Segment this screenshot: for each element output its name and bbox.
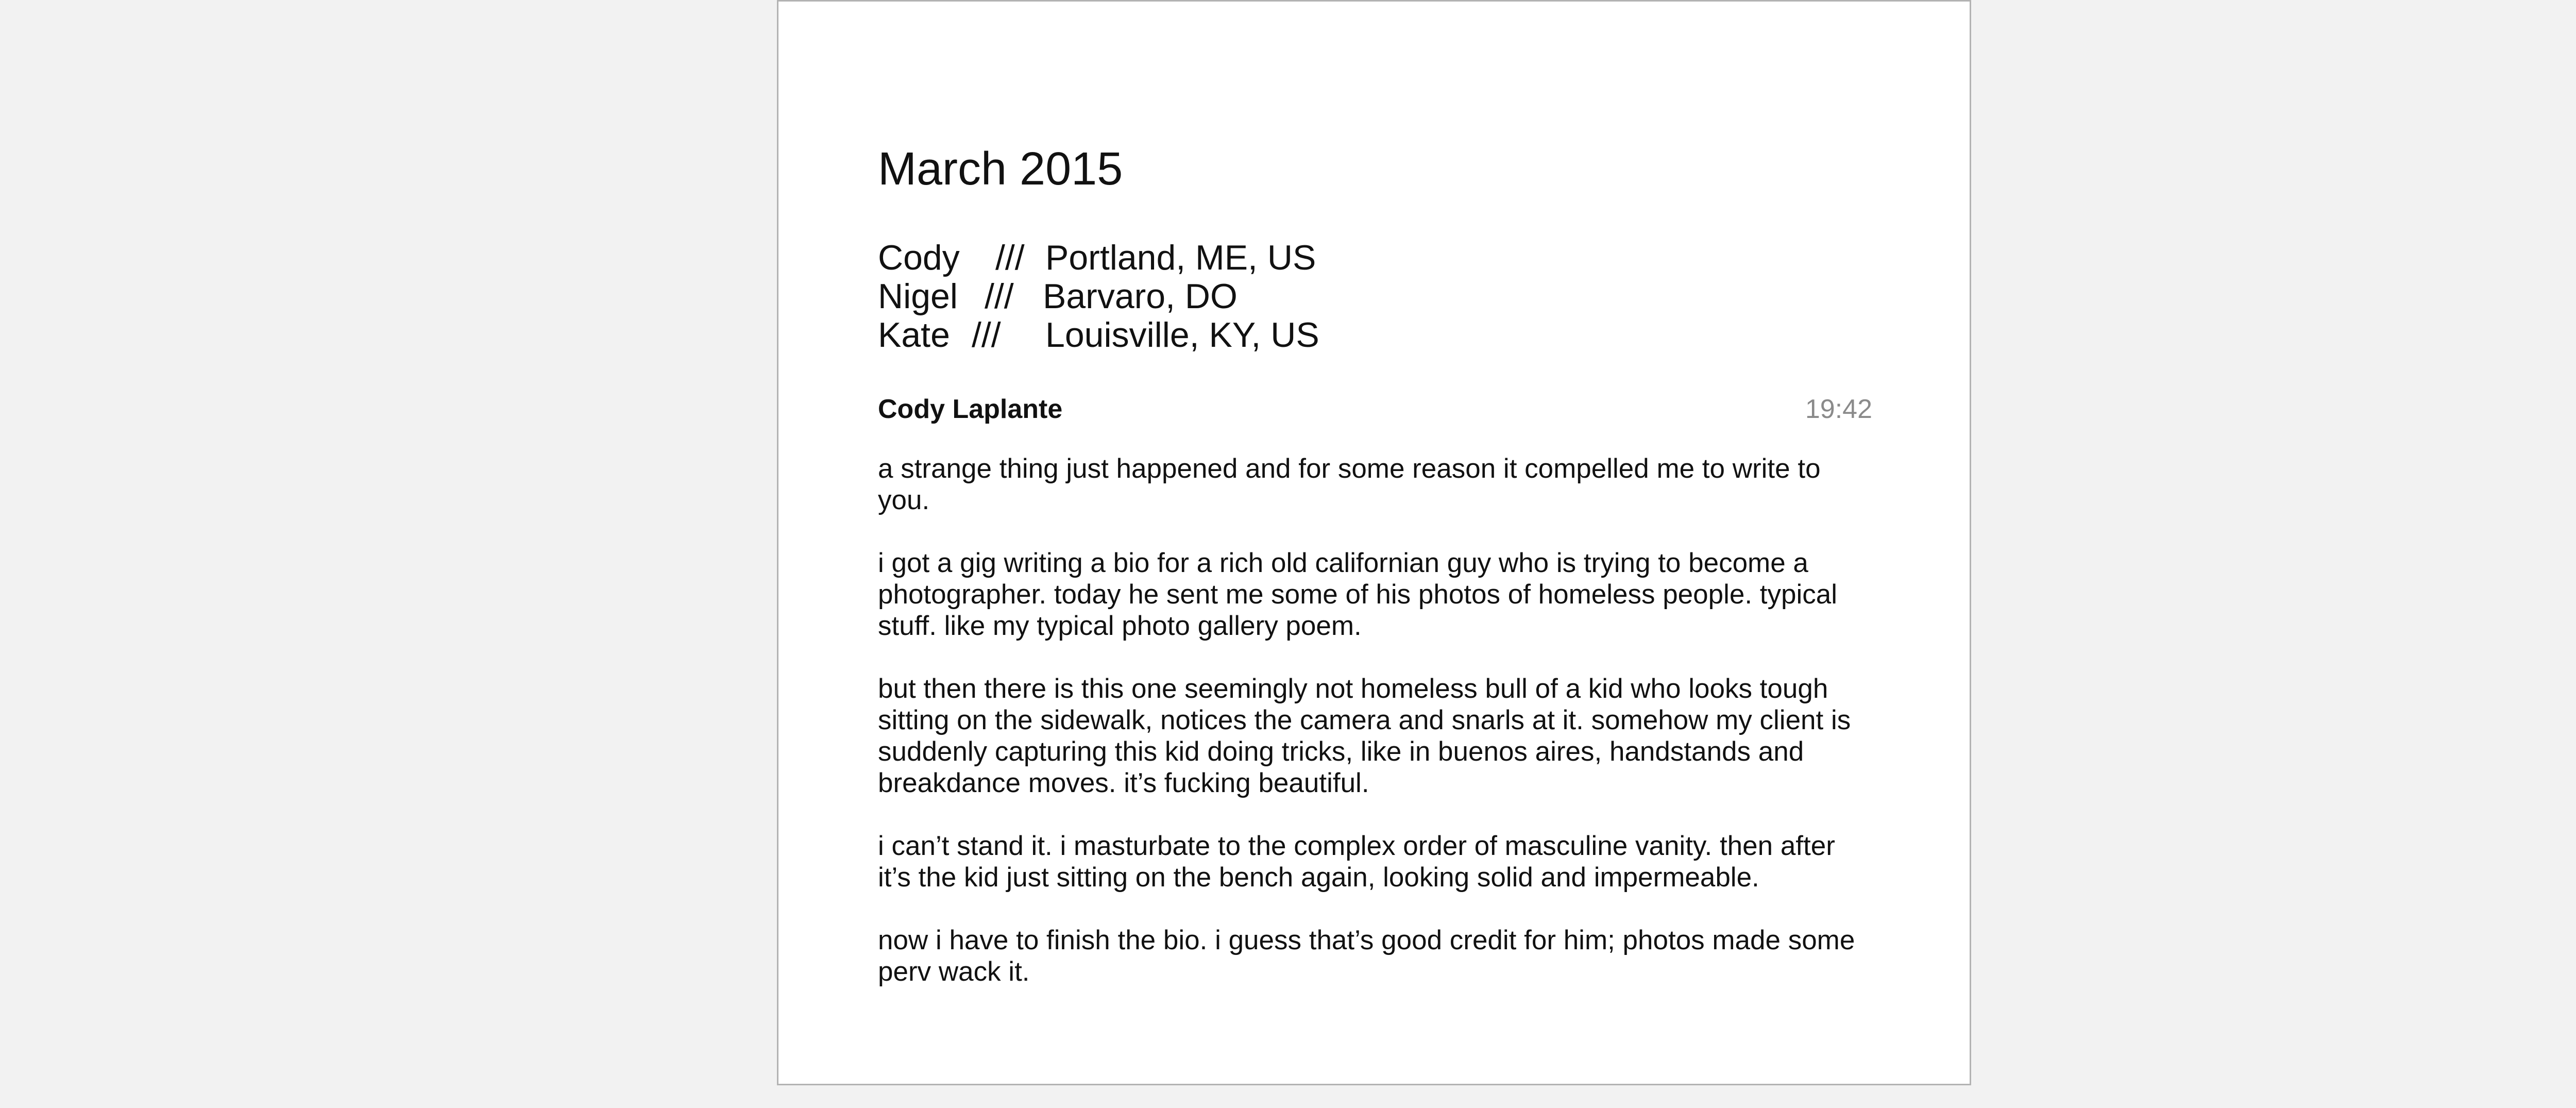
entry-paragraph: a strange thing just happened and for some reason it compelled me to write to you. bbox=[878, 454, 1821, 515]
location-place: Portland, ME, US bbox=[1045, 238, 1316, 277]
entry-author: Cody Laplante bbox=[878, 394, 1063, 424]
entry-timestamp: 19:42 bbox=[1805, 394, 1872, 424]
location-name: Nigel bbox=[878, 277, 958, 316]
entry-paragraph: i can’t stand it. i masturbate to the complex order of masculine vanity. then after it’s the kid just sitting on the bench again, looking solid and impermeable. bbox=[878, 831, 1835, 893]
location-separator: /// bbox=[972, 315, 1001, 355]
entry-header bbox=[878, 392, 1872, 426]
location-place: Louisville, KY, US bbox=[1045, 315, 1319, 355]
location-name: Cody bbox=[878, 238, 960, 277]
location-separator: /// bbox=[985, 277, 1014, 316]
location-separator: /// bbox=[995, 238, 1025, 277]
page-title: March 2015 bbox=[878, 143, 1123, 195]
document-page bbox=[777, 0, 1971, 1085]
location-place: Barvaro, DO bbox=[1043, 277, 1238, 316]
entry-paragraph: now i have to finish the bio. i guess that’s good credit for him; photos made some perv wack it. bbox=[878, 925, 1855, 987]
entry-paragraph: i got a gig writing a bio for a rich old californian guy who is trying to become a photographer. today he sent me some of his photos of homeless people. typical stuff. like my typical photo gallery poem. bbox=[878, 548, 1838, 641]
entry-paragraph: but then there is this one seemingly not homeless bull of a kid who looks tough sitting on the sidewalk, notices the camera and snarls at it. somehow my client is suddenly capturing this kid doing tricks, like in buenos aires, handstands and breakdance moves. it’s fucking beautiful. bbox=[878, 674, 1851, 798]
location-name: Kate bbox=[878, 315, 950, 355]
entry-body bbox=[878, 453, 1875, 1019]
